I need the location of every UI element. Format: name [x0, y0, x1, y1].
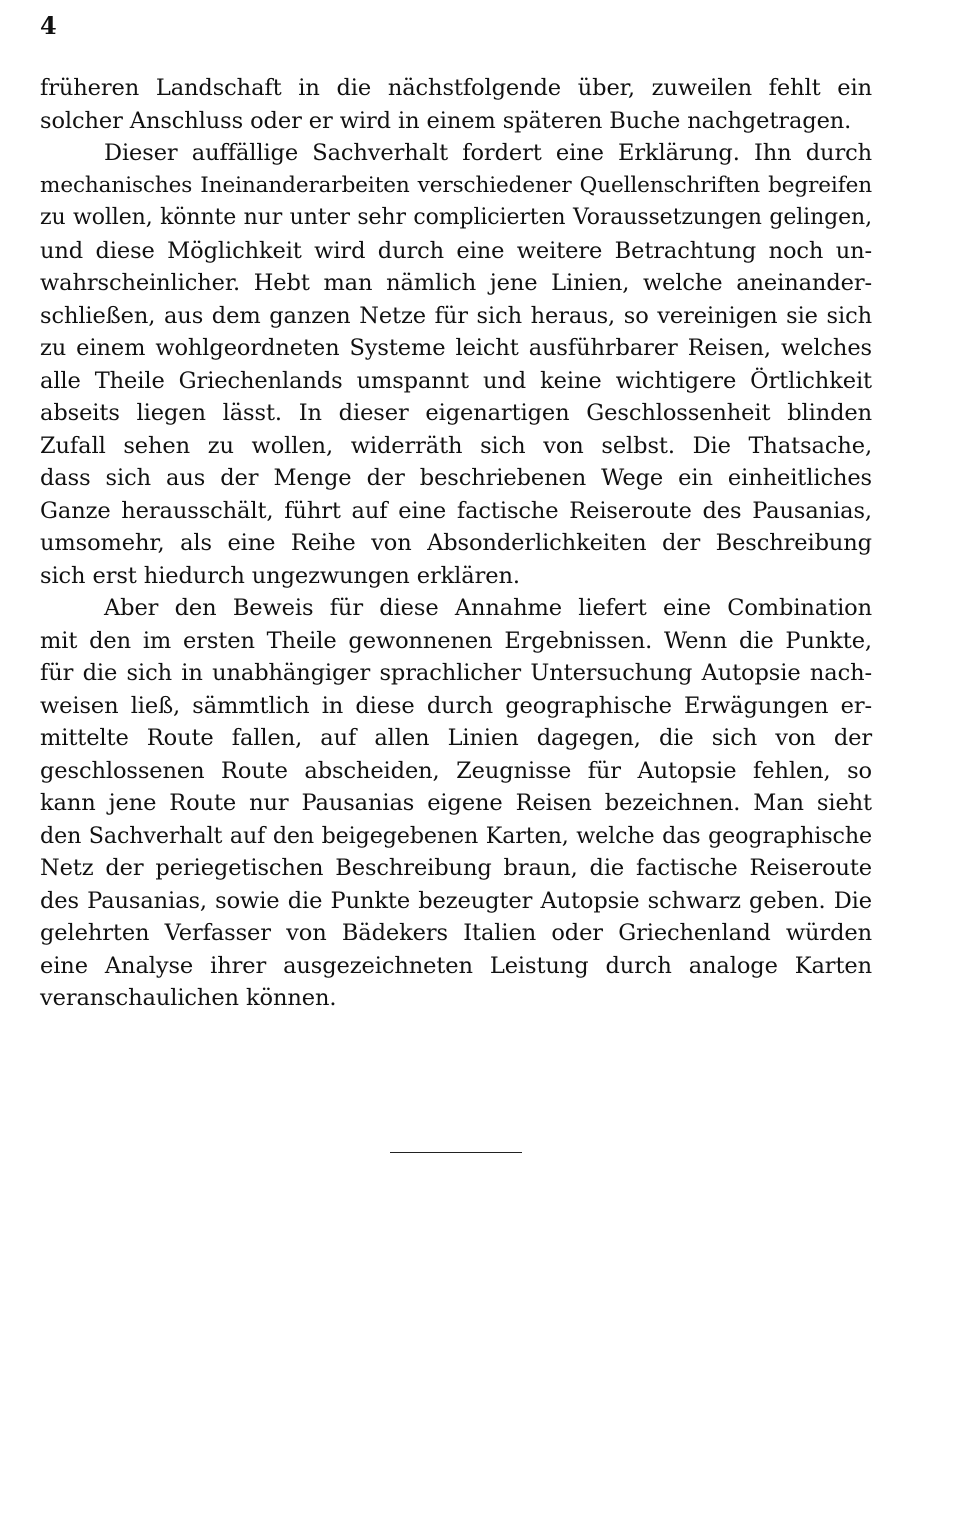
text-line: und diese Möglichkeit wird durch eine weitere Betrachtung noch un- — [40, 237, 872, 264]
text-line: weisen ließ, sämmtlich in diese durch geographische Erwägungen er- — [40, 692, 872, 719]
text-line: mit den im ersten Theile gewonnenen Ergebnissen. Wenn die Punkte, — [40, 627, 872, 654]
text-line: wahrscheinlicher. Hebt man nämlich jene Linien, welche aneinander- — [40, 270, 872, 296]
paragraph — [40, 137, 872, 592]
text-line: zu einem wohlgeordneten Systeme leicht ausführbarer Reisen, welches — [40, 335, 872, 361]
page-number: 4 — [40, 11, 57, 40]
paragraph — [40, 592, 872, 1015]
text-line: Aber den Beweis für diese Annahme liefert eine Combination — [104, 595, 872, 621]
text-line: umsomehr, als eine Reihe von Absonderlichkeiten der Beschreibung — [40, 530, 872, 556]
text-line: kann jene Route nur Pausanias eigene Reisen bezeichnen. Man sieht — [40, 790, 872, 816]
text-line: geschlossenen Route abscheiden, Zeugnisse für Autopsie fehlen, so — [40, 757, 872, 784]
text-line: schließen, aus dem ganzen Netze für sich heraus, so vereinigen sie sich — [40, 302, 872, 329]
text-line: abseits liegen lässt. In dieser eigenartigen Geschlossenheit blinden — [40, 400, 872, 426]
text-line: dass sich aus der Menge der beschriebenen Wege ein einheitliches — [40, 465, 872, 491]
text-line: den Sachverhalt auf den beigegebenen Karten, welche das geographische — [40, 822, 872, 849]
text-line: des Pausanias, sowie die Punkte bezeugter Autopsie schwarz geben. Die — [40, 887, 872, 914]
text-line: eine Analyse ihrer ausgezeichneten Leistung durch analoge Karten — [40, 952, 872, 979]
paragraph — [40, 72, 872, 137]
text-line: sich erst hiedurch ungezwungen erklären. — [40, 562, 520, 589]
text-line: solcher Anschluss oder er wird in einem späteren Buche nachgetragen. — [40, 107, 852, 134]
text-line: gelehrten Verfasser von Bädekers Italien oder Griechenland würden — [40, 920, 872, 946]
text-line: früheren Landschaft in die nächstfolgende über, zuweilen fehlt ein — [40, 75, 872, 101]
text-line: Ganze herausschält, führt auf eine factische Reiseroute des Pausanias, — [40, 497, 872, 524]
body-text — [40, 72, 872, 1015]
text-line: zu wollen, könnte nur unter sehr complicierten Voraussetzungen gelingen, — [40, 205, 872, 230]
text-line: für die sich in unabhängiger sprachlicher Untersuchung Autopsie nach- — [40, 660, 872, 686]
text-line: Netz der periegetischen Beschreibung braun, die factische Reiseroute — [40, 855, 872, 881]
text-line: Zufall sehen zu wollen, widerräth sich von selbst. Die Thatsache, — [40, 432, 872, 459]
text-line: mechanisches Ineinanderarbeiten verschiedener Quellenschriften begreifen — [40, 172, 872, 198]
text-line: mittelte Route fallen, auf allen Linien dagegen, die sich von der — [40, 725, 872, 751]
section-end-rule — [390, 1152, 522, 1153]
text-line: Dieser auffällige Sachverhalt fordert eine Erklärung. Ihn durch — [104, 140, 872, 166]
text-line: alle Theile Griechenlands umspannt und keine wichtigere Örtlichkeit — [40, 367, 872, 394]
text-line: veranschaulichen können. — [40, 985, 337, 1011]
